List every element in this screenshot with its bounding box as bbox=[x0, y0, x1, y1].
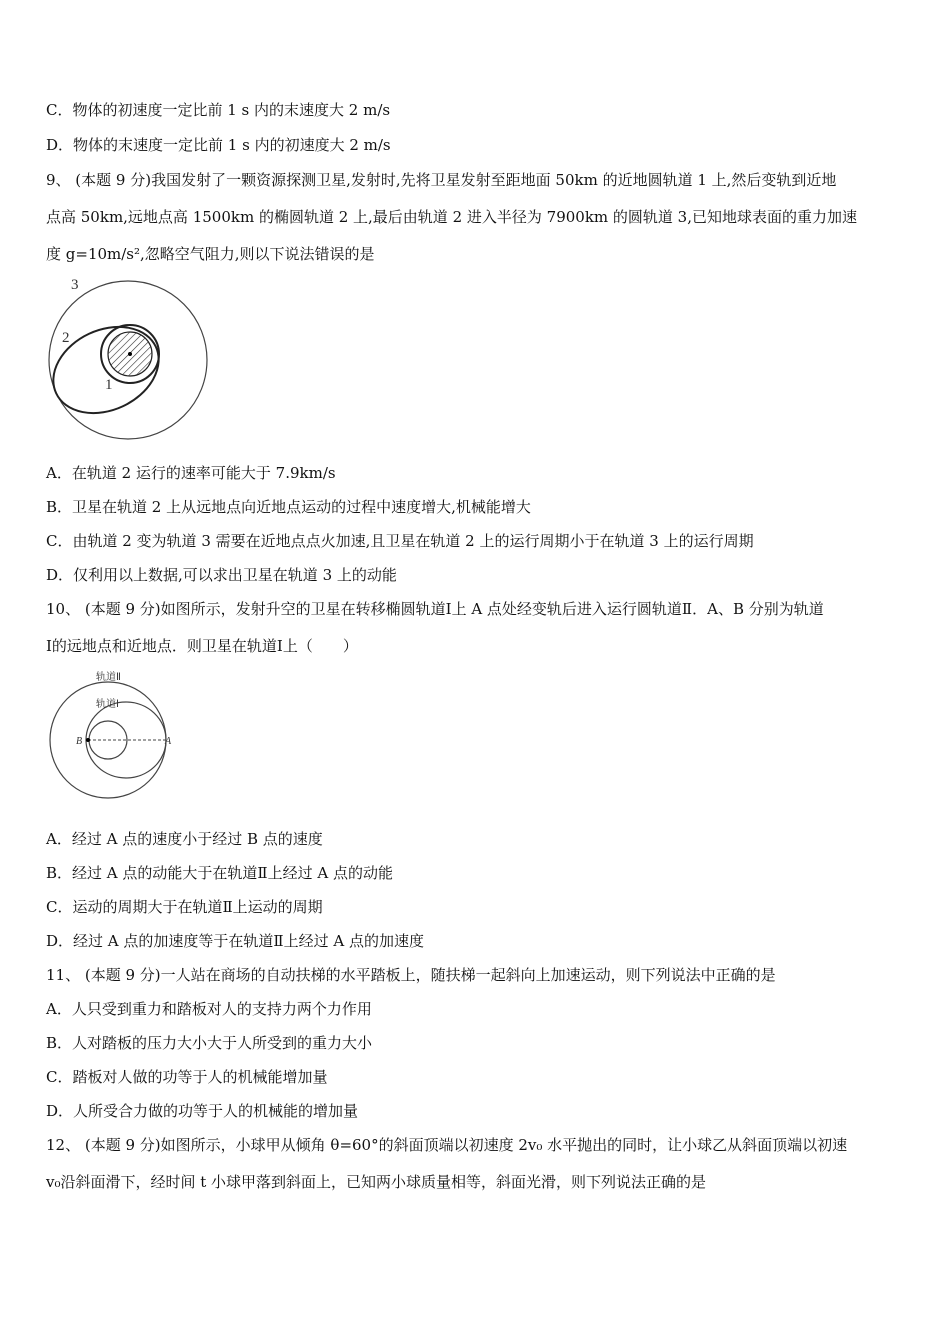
q9-option-b: B．卫星在轨道 2 上从远地点向近地点运动的过程中速度增大,机械能增大 bbox=[46, 498, 531, 516]
orbit-figure-1 bbox=[44, 276, 214, 442]
orbit-label-1: 1 bbox=[105, 377, 113, 393]
q10-option-c: C．运动的周期大于在轨道Ⅱ上运动的周期 bbox=[46, 898, 323, 916]
q11-option-a: A．人只受到重力和踏板对人的支持力两个力作用 bbox=[46, 1000, 372, 1018]
point-a-label: A bbox=[165, 736, 172, 747]
q9-option-d: D．仅利用以上数据,可以求出卫星在轨道 3 上的动能 bbox=[46, 566, 397, 584]
q12-stem-line1: 12、 (本题 9 分)如图所示，小球甲从倾角 θ=60°的斜面顶端以初速度 2v₀ 水平抛出的同时，让小球乙从斜面顶端以初速 bbox=[46, 1136, 848, 1154]
q9-stem-line2: 点高 50km,远地点高 1500km 的椭圆轨道 2 上,最后由轨道 2 进入半径为 7900km 的圆轨道 3,已知地球表面的重力加速 bbox=[46, 208, 857, 226]
q12-stem-line2: v₀沿斜面滑下，经时间 t 小球甲落到斜面上，已知两小球质量相等，斜面光滑，则下列说法正确的是 bbox=[46, 1173, 707, 1191]
orbit-figure-2 bbox=[46, 668, 172, 804]
q9-stem-line3: 度 g=10m/s²,忽略空气阻力,则以下说法错误的是 bbox=[46, 245, 375, 263]
q10-stem-line1: 10、 (本题 9 分)如图所示，发射升空的卫星在转移椭圆轨道Ⅰ上 A 点处经变轨后进入运行圆轨道Ⅱ．A、B 分别为轨道 bbox=[46, 600, 824, 618]
q9-stem-line1: 9、 (本题 9 分)我国发射了一颗资源探测卫星,发射时,先将卫星发射至距地面 50km 的近地圆轨道 1 上,然后变轨到近地 bbox=[46, 171, 837, 189]
q11-option-c: C．踏板对人做的功等于人的机械能增加量 bbox=[46, 1068, 328, 1086]
q11-option-d: D．人所受合力做的功等于人的机械能的增加量 bbox=[46, 1102, 359, 1120]
q9-option-c: C．由轨道 2 变为轨道 3 需要在近地点点火加速,且卫星在轨道 2 上的运行周期小于在轨道 3 上的运行周期 bbox=[46, 532, 754, 550]
q10-stem-line2: Ⅰ的远地点和近地点．则卫星在轨道Ⅰ上（ ） bbox=[46, 637, 358, 655]
q10-option-a: A．经过 A 点的速度小于经过 B 点的速度 bbox=[46, 830, 323, 848]
orbit-label-3: 3 bbox=[71, 277, 79, 293]
orbit-ii-label: 轨道Ⅱ bbox=[96, 672, 121, 683]
q8-option-c: C．物体的初速度一定比前 1 s 内的末速度大 2 m/s bbox=[46, 101, 391, 119]
q11-option-b: B．人对踏板的压力大小大于人所受到的重力大小 bbox=[46, 1034, 373, 1052]
q10-option-b: B．经过 A 点的动能大于在轨道Ⅱ上经过 A 点的动能 bbox=[46, 864, 393, 882]
q8-option-d: D．物体的末速度一定比前 1 s 内的初速度大 2 m/s bbox=[46, 136, 391, 154]
orbit-label-2: 2 bbox=[62, 330, 70, 346]
point-b-label: B bbox=[76, 736, 83, 747]
q10-option-d: D．经过 A 点的加速度等于在轨道Ⅱ上经过 A 点的加速度 bbox=[46, 932, 424, 950]
orbit-i-label: 轨道Ⅰ bbox=[96, 699, 119, 710]
q11-stem: 11、 (本题 9 分)一人站在商场的自动扶梯的水平踏板上，随扶梯一起斜向上加速运动，则下列说法中正确的是 bbox=[46, 966, 776, 984]
q9-option-a: A．在轨道 2 运行的速率可能大于 7.9km/s bbox=[46, 464, 336, 482]
